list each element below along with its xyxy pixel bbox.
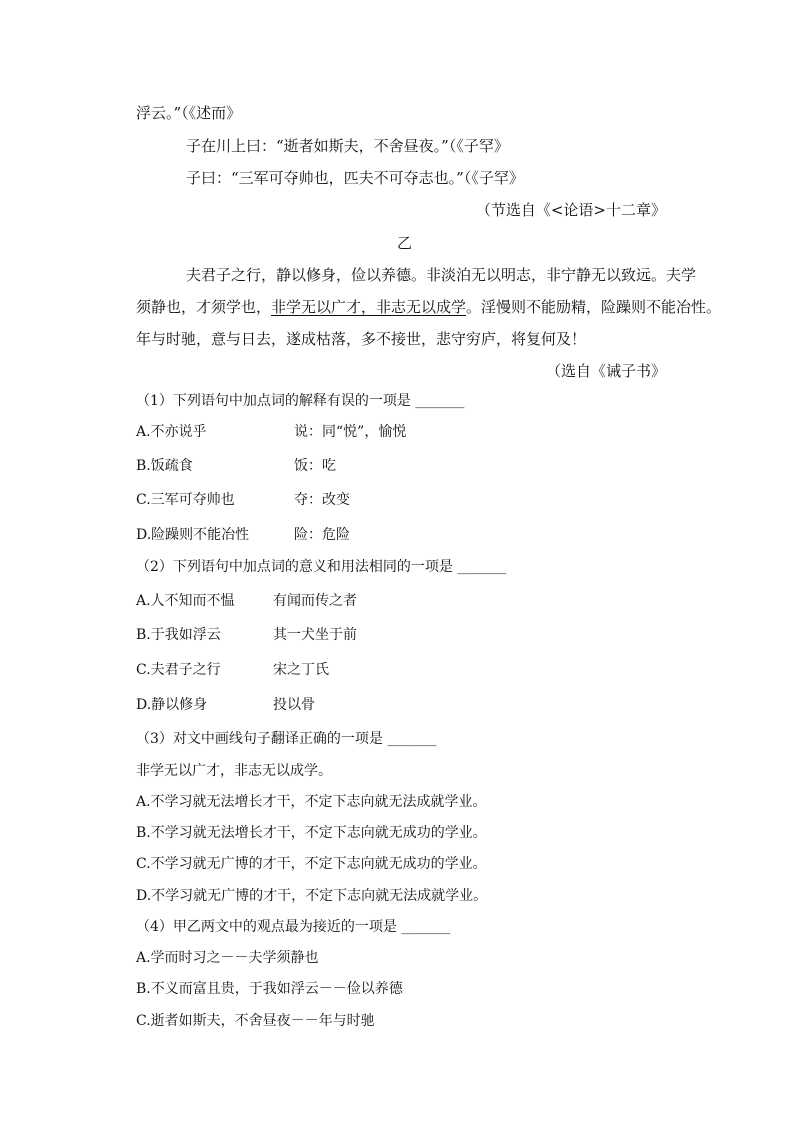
q3-stem: （3）对文中画线句子翻译正确的一项是 _______	[136, 731, 437, 747]
jia-source: （节选自《<论语>十二章》	[475, 201, 666, 219]
q3-option-b[interactable]: B.不学习就无法增长才干，不定下志向就无成功的学业。	[136, 825, 487, 841]
q1-option-c-word: C.三军可夺帅也	[136, 492, 235, 508]
yi-line2-pre: 须静也，才须学也，	[136, 298, 272, 316]
q2-option-b-left: B.于我如浮云	[136, 627, 221, 643]
q1-option-c-gloss: 夺：改变	[294, 492, 350, 508]
q1-stem: （1）下列语句中加点词的解释有误的一项是 _______	[136, 393, 465, 409]
jia-line-3: 子曰：“三军可夺帅也，匹夫不可夺志也。”（《子罕》	[186, 169, 524, 187]
q1-option-b-word: B.饭疏食	[136, 458, 193, 474]
q4-option-b[interactable]: B.不义而富且贵，于我如浮云－－俭以养德	[136, 981, 403, 997]
q2-option-a-right: 有闻而传之者	[273, 593, 357, 609]
q2-option-c-right: 宋之丁氏	[273, 662, 329, 678]
q3-option-d[interactable]: D.不学习就无广博的才干，不定下志向就无法成就学业。	[136, 888, 488, 904]
q4-stem: （4）甲乙两文中的观点最为接近的一项是 _______	[136, 919, 451, 935]
yi-line2-post: 。淫慢则不能励精，险躁则不能冶性。	[466, 298, 722, 316]
yi-title: 乙	[397, 234, 413, 252]
yi-paragraph-line-2	[136, 297, 721, 317]
underlined-sentence: 非学无以广才，非志无以成学	[271, 298, 467, 316]
q4-option-c[interactable]: C.逝者如斯夫，不舍昼夜－－年与时驰	[136, 1013, 375, 1029]
jia-line-1: 浮云。”（《述而》	[136, 104, 242, 122]
yi-source: （选自《诫子书》	[545, 362, 666, 380]
q3-option-c[interactable]: C.不学习就无广博的才干，不定下志向就无成功的学业。	[136, 856, 487, 872]
q1-option-b-gloss: 饭：吃	[294, 458, 336, 474]
q3-sentence: 非学无以广才，非志无以成学。	[136, 763, 332, 779]
q4-option-a[interactable]: A.学而时习之－－夫学须静也	[136, 950, 319, 966]
q2-option-d-left: D.静以修身	[136, 697, 208, 713]
q1-option-d-gloss: 险：危险	[294, 527, 350, 543]
q2-option-c-left: C.夫君子之行	[136, 662, 221, 678]
q1-option-a-gloss: 说：同“悦”，愉悦	[294, 424, 407, 440]
yi-paragraph-line-1: 夫君子之行，静以修身，俭以养德。非淡泊无以明志，非宁静无以致远。夫学	[186, 266, 697, 284]
q1-option-a-word: A.不亦说乎	[136, 424, 207, 440]
q2-option-d-right: 投以骨	[273, 697, 315, 713]
q2-option-a-left: A.人不知而不愠	[136, 593, 235, 609]
q3-option-a[interactable]: A.不学习就无法增长才干，不定下志向就无法成就学业。	[136, 794, 487, 810]
q1-option-d-word: D.险躁则不能冶性	[136, 527, 250, 543]
jia-line-2: 子在川上曰：“逝者如斯夫，不舍昼夜。”（《子罕》	[186, 137, 509, 155]
q2-stem: （2）下列语句中加点词的意义和用法相同的一项是 _______	[136, 559, 507, 575]
q2-option-b-right: 其一犬坐于前	[273, 627, 357, 643]
yi-paragraph-line-3: 年与时驰，意与日去，遂成枯落，多不接世，悲守穷庐，将复何及！	[136, 330, 587, 348]
